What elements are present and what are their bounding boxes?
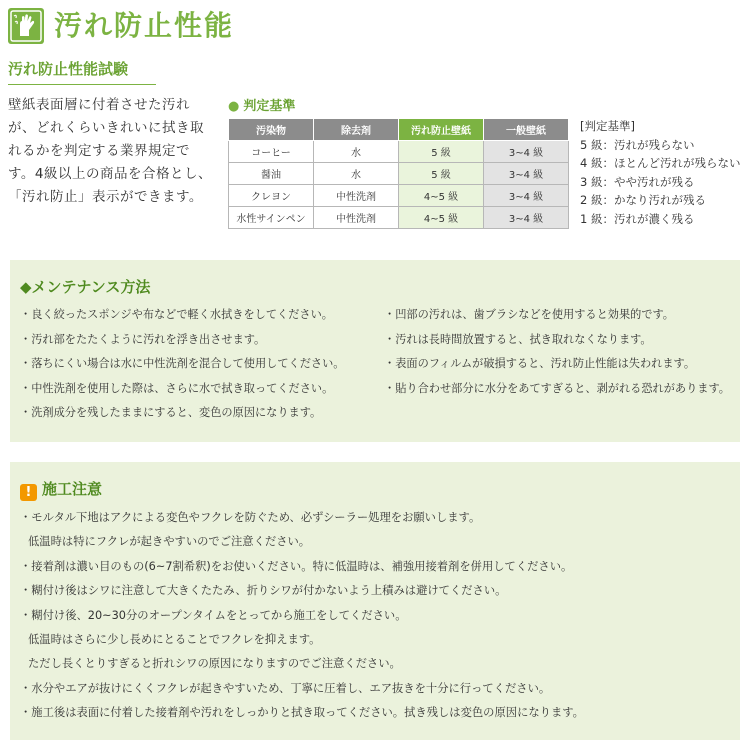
list-item: ・落ちにくい場合は水に中性洗剤を混合して使用してください。 [20, 357, 345, 370]
table-cell: クレヨン [229, 185, 314, 207]
list-item: ・糊付け後はシワに注意して大きくたたみ、折りシワが付かないよう上積みは避けてください。 [20, 584, 507, 598]
table-row [229, 185, 569, 207]
table-cell: 3~4 級 [484, 207, 569, 229]
list-item: ・貼り合わせ部分に水分をあてすぎると、剥がれる恐れがあります。 [384, 381, 730, 395]
table-cell: 水性サインペン [229, 207, 314, 229]
list-item: ・モルタル下地はアクによる変色やフクレを防ぐため、必ずシーラー処理をお願いします。 [20, 511, 481, 524]
legend-item: 2 級：かなり汚れが残る [580, 193, 706, 208]
maintenance-list-left [20, 303, 344, 426]
table-cell: 3~4 級 [484, 185, 569, 207]
table-cell: 醤油 [229, 163, 314, 185]
subtitle-divider [8, 84, 156, 85]
caution-title-label: 施工注意 [42, 480, 103, 498]
criteria-table [228, 118, 569, 229]
table-cell: 5 級 [399, 163, 484, 185]
table-row [229, 163, 569, 185]
caution-title [20, 478, 102, 501]
maintenance-list-right [384, 303, 734, 401]
list-item: ・中性洗剤を使用した際は、さらに水で拭き取ってください。 [20, 381, 334, 395]
bullet-icon: ● [228, 99, 240, 114]
table-header-row [229, 119, 569, 141]
test-section-title: 汚れ防止性能試験 [8, 60, 129, 78]
maintenance-panel [10, 260, 740, 442]
warning-icon: ! [20, 484, 37, 501]
legend-title: [判定基準] [580, 119, 635, 133]
table-cell: 中性洗剤 [314, 207, 399, 229]
list-item: ・洗剤成分を残したままにすると、変色の原因になります。 [20, 406, 322, 419]
list-item: ・汚れ部をたたくように汚れを浮き出させます。 [20, 332, 266, 346]
list-item: ・汚れは長時間放置すると、拭き取れなくなります。 [384, 332, 652, 346]
page-title: 汚れ防止性能 [54, 9, 235, 42]
grade-legend [580, 117, 740, 229]
table-cell: 中性洗剤 [314, 185, 399, 207]
legend-item: 5 級：汚れが残らない [580, 137, 695, 152]
column-header: 汚れ防止壁紙 [399, 119, 484, 141]
table-cell: 4~5 級 [399, 185, 484, 207]
maintenance-title: ◆メンテナンス方法 [20, 278, 151, 296]
table-cell: 水 [314, 163, 399, 185]
caution-panel [10, 462, 740, 740]
criteria-heading [228, 95, 295, 114]
criteria-heading-label: 判定基準 [243, 99, 296, 114]
table-cell: 4~5 級 [399, 207, 484, 229]
caution-list [20, 506, 584, 726]
list-item: 低温時はさらに少し長めにとることでフクレを抑えます。 [28, 633, 321, 647]
list-item: ・施工後は表面に付着した接着剤や汚れをしっかりと拭き取ってください。拭き残しは変色の原因になります。 [20, 706, 584, 720]
legend-item: 3 級：やや汚れが残る [580, 174, 695, 189]
list-item: ・接着剤は濃い目のもの(6~7割希釈)をお使いください。特に低温時は、補強用接着剤を併用してください。 [20, 559, 573, 573]
test-description: 壁紙表面層に付着させた汚れが、どれくらいきれいに拭き取れるかを判定する業界規定です。4級以上の商品を合格とし、「汚れ防止」表示ができます。 [8, 97, 213, 205]
list-item: 低温時は特にフクレが起きやすいのでご注意ください。 [28, 535, 311, 549]
table-cell: 5 級 [399, 141, 484, 163]
legend-item: 4 級：ほとんど汚れが残らない [580, 156, 741, 171]
table-row [229, 207, 569, 229]
table-cell: コーヒー [229, 141, 314, 163]
hand-wiping-icon [8, 8, 44, 44]
table-row [229, 141, 569, 163]
list-item: ・凹部の汚れは、歯ブラシなどを使用すると効果的です。 [384, 308, 674, 321]
list-item: ・糊付け後、20~30分のオープンタイムをとってから施工をしてください。 [20, 608, 407, 622]
list-item: ・表面のフィルムが破損すると、汚れ防止性能は失われます。 [384, 357, 696, 370]
legend-item: 1 級：汚れが濃く残る [580, 211, 695, 226]
list-item: ただし長くとりすぎると折れシワの原因になりますのでご注意ください。 [28, 657, 401, 671]
list-item: ・水分やエアが抜けにくくフクレが起きやすいため、丁寧に圧着し、エア抜きを十分に行ってください。 [20, 681, 551, 695]
table-cell: 3~4 級 [484, 163, 569, 185]
table-cell: 3~4 級 [484, 141, 569, 163]
column-header: 除去剤 [314, 119, 399, 141]
page-header [8, 6, 742, 46]
list-item: ・良く絞ったスポンジや布などで軽く水拭きをしてください。 [20, 308, 333, 321]
column-header: 一般壁紙 [484, 119, 569, 141]
table-cell: 水 [314, 141, 399, 163]
column-header: 汚染物 [229, 119, 314, 141]
